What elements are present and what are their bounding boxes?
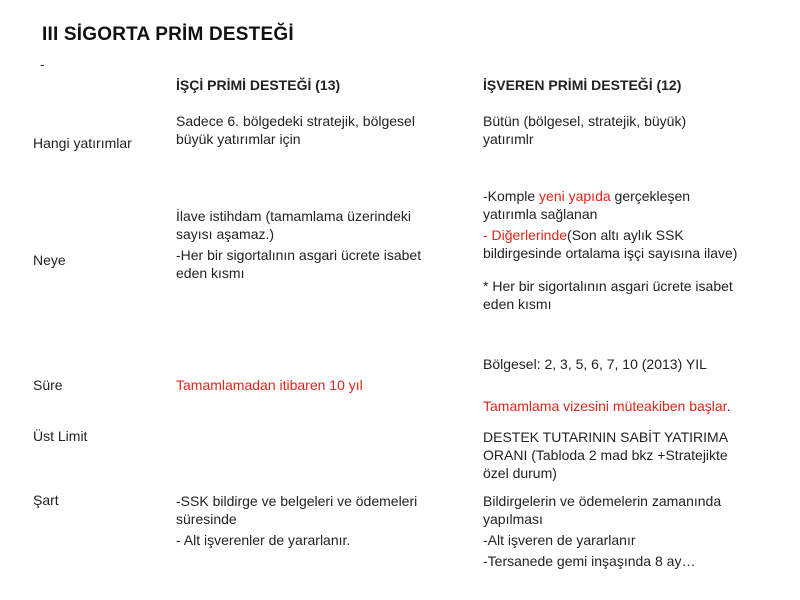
cell-line: yatırımlr xyxy=(483,131,534,147)
cell-isveren-sure xyxy=(483,355,730,415)
column-header-isveren: İŞVEREN PRİMİ DESTEĞİ (12) xyxy=(483,77,682,93)
row-label-hangi-yatirimlar: Hangi yatırımlar xyxy=(33,135,132,151)
slide-title: III SİGORTA PRİM DESTEĞİ xyxy=(42,24,294,45)
cell-line: süresinde xyxy=(176,511,237,527)
cell-isci-sure: Tamamlamadan itibaren 10 yıl xyxy=(176,377,363,393)
cell-line: sayısı aşamaz.) xyxy=(176,226,275,242)
cell-line: Bütün (bölgesel, stratejik, büyük) xyxy=(483,113,687,129)
cell-isci-sart xyxy=(176,492,417,549)
cell-line: -Alt işveren de yararlanır xyxy=(483,532,636,548)
cell-isveren-ust-limit xyxy=(483,428,728,482)
column-header-isci: İŞÇİ PRİMİ DESTEĞİ (13) xyxy=(176,77,341,93)
cell-line xyxy=(483,226,737,244)
row-label-sart: Şart xyxy=(33,492,59,508)
cell-line: Bölgesel: 2, 3, 5, 6, 7, 10 (2013) YIL xyxy=(483,356,707,372)
row-label-neye: Neye xyxy=(33,252,66,268)
title-dash: - xyxy=(40,56,45,72)
cell-line: -Her bir sigortalının asgari ücrete isabet xyxy=(176,247,422,263)
highlight-text: yeni yapıda xyxy=(539,188,611,204)
cell-line: ORANI (Tabloda 2 mad bkz +Stratejikte xyxy=(483,447,728,463)
text: -Komple xyxy=(483,188,540,204)
cell-line: * Her bir sigortalının asgari ücrete isabet xyxy=(483,278,733,294)
cell-line xyxy=(483,187,737,205)
cell-line xyxy=(483,397,730,415)
cell-line: Sadece 6. bölgedeki stratejik, bölgesel xyxy=(176,113,415,129)
cell-line: eden kısmı xyxy=(483,296,552,312)
cell-line: - Alt işverenler de yararlanır. xyxy=(176,532,351,548)
cell-line: Bildirgelerin ve ödemelerin zamanında xyxy=(483,493,722,509)
cell-line: bildirgesinde ortalama işçi sayısına ilave) xyxy=(483,245,738,261)
cell-line: yatırımla sağlanan xyxy=(483,206,598,222)
cell-isveren-neye xyxy=(483,187,737,313)
cell-line: DESTEK TUTARININ SABİT YATIRIMA xyxy=(483,429,729,445)
highlight-text: Tamamlama vizesini müteakiben başlar xyxy=(483,398,727,414)
cell-line: özel durum) xyxy=(483,465,557,481)
cell-line: -Tersanede gemi inşaşında 8 ay… xyxy=(483,553,696,569)
cell-line: İlave istihdam (tamamlama üzerindeki xyxy=(176,208,411,224)
cell-line: eden kısmı xyxy=(176,265,245,281)
text: (Son altı aylık SSK xyxy=(567,227,684,243)
row-label-sure: Süre xyxy=(33,377,63,393)
cell-isveren-sart xyxy=(483,492,721,570)
cell-line: büyük yatırımlar için xyxy=(176,131,301,147)
text: . xyxy=(726,398,731,414)
highlight-text: - Diğerlerinde xyxy=(483,227,568,243)
cell-line: -SSK bildirge ve belgeleri ve ödemeleri xyxy=(176,493,418,509)
cell-isci-hangi xyxy=(176,112,415,148)
cell-isveren-hangi xyxy=(483,112,686,148)
row-label-ust-limit: Üst Limit xyxy=(33,428,88,444)
cell-line: yapılması xyxy=(483,511,543,527)
cell-isci-neye xyxy=(176,207,421,282)
text: gerçekleşen xyxy=(610,188,691,204)
